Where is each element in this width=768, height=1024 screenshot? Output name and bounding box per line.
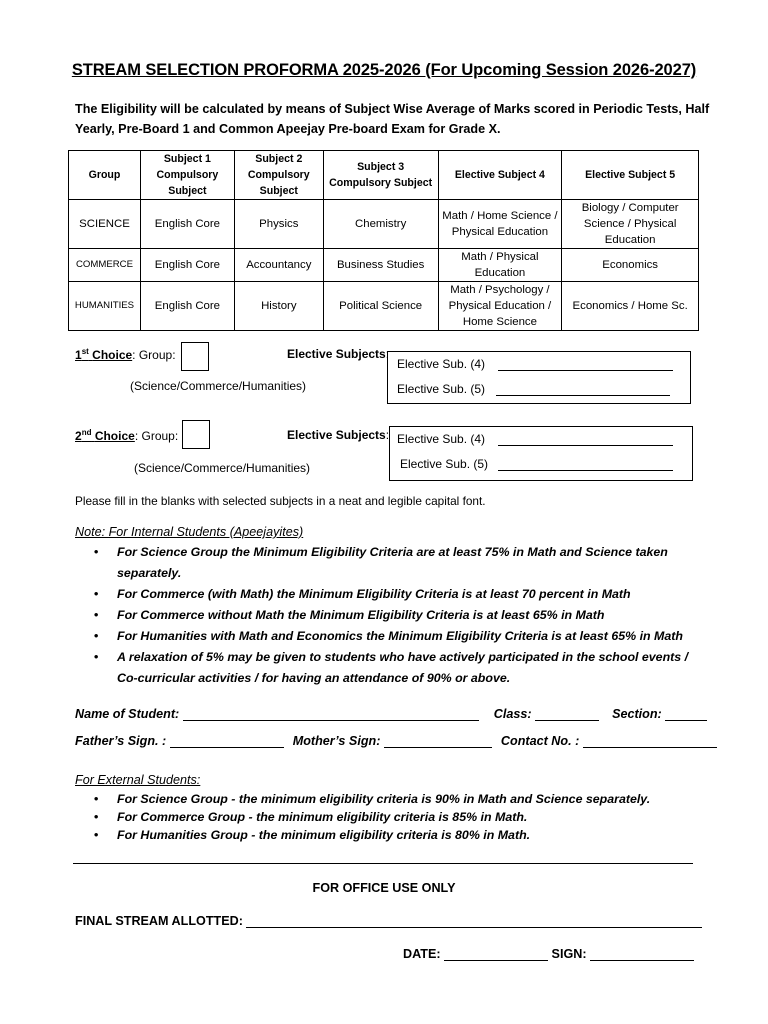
final-stream-row xyxy=(75,913,702,928)
group-cell: SCIENCE xyxy=(69,200,141,249)
table-cell: Math / Home Science / Physical Education xyxy=(438,200,562,249)
contact-label: Contact No. : xyxy=(500,734,580,748)
first-choice-elective-label: Elective Subjects: xyxy=(287,347,390,361)
first-choice-label: 1st Choice: Group: xyxy=(75,347,176,362)
class-label: Class: xyxy=(493,707,532,721)
table-cell: Math / Psychology / Physical Education / Home Science xyxy=(438,282,562,331)
date-field[interactable] xyxy=(444,946,548,961)
table-row xyxy=(69,200,699,249)
list-item: • For Commerce Group - the minimum eligibility criteria is 85% in Math. xyxy=(75,808,695,826)
external-students-heading: For External Students: xyxy=(75,773,201,787)
student-name-label: Name of Student: xyxy=(75,707,180,721)
table-cell: English Core xyxy=(140,200,234,249)
table-cell: English Core xyxy=(140,282,234,331)
parent-sign-row xyxy=(75,733,717,748)
header-subject-1: Subject 1 Compulsory Subject xyxy=(140,151,234,200)
table-row xyxy=(69,282,699,331)
second-elective-4-label: Elective Sub. (4) xyxy=(397,432,486,446)
first-choice-group-box[interactable] xyxy=(181,342,209,371)
section-label: Section: xyxy=(612,707,662,721)
table-cell: Accountancy xyxy=(234,249,323,282)
sign-field[interactable] xyxy=(590,946,694,961)
table-row xyxy=(69,249,699,282)
second-elective-5-field[interactable] xyxy=(498,458,673,471)
first-elective-4-field[interactable] xyxy=(498,358,673,371)
fill-instructions: Please fill in the blanks with selected subjects in a neat and legible capital font. xyxy=(75,494,486,508)
list-item: • For Humanities Group - the minimum eligibility criteria is 80% in Math. xyxy=(75,826,695,844)
table-cell: Physics xyxy=(234,200,323,249)
group-cell: HUMANITIES xyxy=(69,282,141,331)
mother-sign-label: Mother’s Sign: xyxy=(292,734,381,748)
final-stream-label: FINAL STREAM ALLOTTED: xyxy=(75,914,243,928)
second-choice-group-box[interactable] xyxy=(182,420,210,449)
second-choice-label: 2nd Choice: Group: xyxy=(75,428,179,443)
section-field[interactable] xyxy=(665,706,707,721)
table-cell: Biology / Computer Science / Physical Education xyxy=(562,200,699,249)
student-name-field[interactable] xyxy=(183,706,479,721)
table-cell: Math / Physical Education xyxy=(438,249,562,282)
list-item: • A relaxation of 5% may be given to students who have actively participated in the school events / Co-curricular activities / for having an attendance of 90% or above. xyxy=(75,647,695,689)
divider xyxy=(73,863,693,864)
office-use-heading: FOR OFFICE USE ONLY xyxy=(312,881,456,895)
header-group: Group xyxy=(69,151,141,200)
header-subject-3: Subject 3 Compulsory Subject xyxy=(323,151,438,200)
table-cell: Political Science xyxy=(323,282,438,331)
second-elective-5-label: Elective Sub. (5) xyxy=(400,457,489,471)
table-cell: Economics xyxy=(562,249,699,282)
final-stream-field[interactable] xyxy=(246,913,702,928)
date-label: DATE: xyxy=(403,947,441,961)
contact-field[interactable] xyxy=(583,733,717,748)
table-cell: History xyxy=(234,282,323,331)
list-item: • For Science Group the Minimum Eligibility Criteria are at least 75% in Math and Science taken separately. xyxy=(75,542,695,584)
class-field[interactable] xyxy=(535,706,599,721)
father-sign-label: Father’s Sign. : xyxy=(75,734,167,748)
group-cell: COMMERCE xyxy=(69,249,141,282)
header-subject-2: Subject 2 Compulsory Subject xyxy=(234,151,323,200)
external-criteria-list xyxy=(75,790,695,844)
date-sign-row xyxy=(403,946,694,961)
table-cell: English Core xyxy=(140,249,234,282)
first-choice-hint: (Science/Commerce/Humanities) xyxy=(130,379,307,393)
second-choice-elective-label: Elective Subjects: xyxy=(287,428,390,442)
table-cell: Economics / Home Sc. xyxy=(562,282,699,331)
student-name-row xyxy=(75,706,707,721)
list-item: • For Commerce (with Math) the Minimum Eligibility Criteria is at least 70 percent in Math xyxy=(75,584,695,605)
list-item: • For Humanities with Math and Economics the Minimum Eligibility Criteria is at least 65% in Math xyxy=(75,626,695,647)
list-item: • For Science Group - the minimum eligibility criteria is 90% in Math and Science separately. xyxy=(75,790,695,808)
first-elective-5-field[interactable] xyxy=(496,383,670,396)
stream-subjects-table xyxy=(68,150,699,331)
table-cell: Chemistry xyxy=(323,200,438,249)
internal-criteria-list xyxy=(75,542,695,689)
header-elective-4: Elective Subject 4 xyxy=(438,151,562,200)
mother-sign-field[interactable] xyxy=(384,733,492,748)
eligibility-intro: The Eligibility will be calculated by means of Subject Wise Average of Marks scored in Periodic Tests, Half Yearly, Pre-Board 1 and Common Apeejay Pre-board Exam for Grade X. xyxy=(75,102,710,136)
list-item: • For Commerce without Math the Minimum Eligibility Criteria is at least 65% in Math xyxy=(75,605,695,626)
internal-students-heading: Note: For Internal Students (Apeejayites) xyxy=(75,525,304,539)
table-cell: Business Studies xyxy=(323,249,438,282)
second-elective-4-field[interactable] xyxy=(498,433,673,446)
first-elective-4-label: Elective Sub. (4) xyxy=(397,357,486,371)
sign-label: SIGN: xyxy=(551,947,587,961)
header-elective-5: Elective Subject 5 xyxy=(562,151,699,200)
table-header-row xyxy=(69,151,699,200)
page-title: STREAM SELECTION PROFORMA 2025-2026 (For Upcoming Session 2026-2027) xyxy=(71,61,697,79)
father-sign-field[interactable] xyxy=(170,733,284,748)
first-elective-5-label: Elective Sub. (5) xyxy=(397,382,486,396)
second-choice-hint: (Science/Commerce/Humanities) xyxy=(134,461,311,475)
